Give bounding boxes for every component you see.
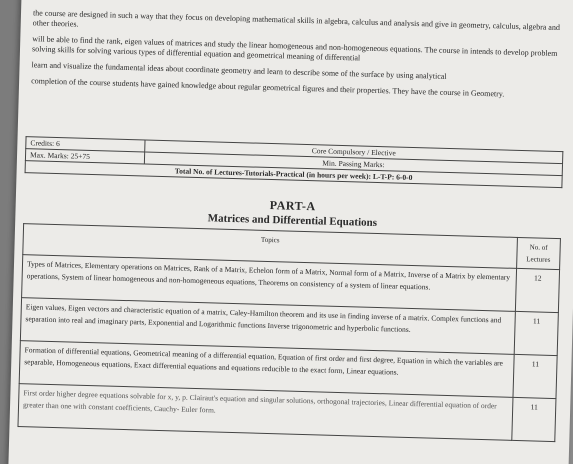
objective-paragraph: the course are designed in such a way that they focus on developing mathematical skills in algebra, calculus and analysis and give in geometry, calculus, algebra and other theories. (32, 8, 561, 33)
course-info-table (25, 136, 564, 188)
topics-table (17, 223, 560, 442)
lecture-count: 11 (512, 397, 556, 441)
lectures-total-cell: Total No. of Lectures-Tutorials-Practical (in hours per week): L-T-P: 6-0-0 (25, 161, 562, 188)
marks-cell: Max. Marks: 25+75 (25, 149, 144, 164)
passing-marks-cell: Min. Passing Marks: (144, 152, 562, 176)
lectures-header: No. of Lectures (517, 237, 561, 269)
objective-paragraph: will be able to find the rank, eigen values of matrices and study the linear homogeneous and non-homogeneous equations. The course in intends to develop problem solving skills for solving various types of differential equation and geometrical meaning of differential (31, 34, 558, 63)
objective-paragraph: completion of the course students have gained knowledge about regular geometrical figures and their properties. They have the course in Geometry. (31, 76, 505, 99)
topic-text: First order higher degree equations solvable for x, y, p. Clairaut's equation and singular solutions, orthogonal trajectories, Linear differential equation of order greater than one with constant coefficients, Cauchy- Euler form. (18, 384, 513, 441)
topic-text: Types of Matrices, Elementary operations on Matrices, Rank of a Matrix, Echelon form of a Matrix, Normal form of a Matrix, Inverse of a Matrix by elementary operations, System of linear homogeneous and non-homogeneous equations, Theorems on consistency of a system of linear equations. (22, 255, 517, 312)
part-subtitle: Matrices and Differential Equations (207, 212, 378, 230)
lecture-count: 12 (515, 268, 559, 312)
syllabus-page (7, 0, 573, 464)
topics-header: Topics (23, 224, 518, 269)
objective-paragraph: learn and visualize the fundamental ideas about coordinate geometry and learn to describe some of the surface by using analytical (31, 60, 447, 81)
course-type-cell: Core Compulsory / Elective (145, 140, 563, 164)
topic-text: Formation of differential equations, Geometrical meaning of a differential equation, Equation of first order and first degree, Equation in which the variables are separable, Homogeneous equations, Exact differential equations and equations reducible to the exact form, Linear equations. (19, 341, 514, 398)
part-title: PART-A (269, 198, 316, 214)
credits-cell: Credits: 6 (26, 137, 145, 152)
course-objectives (31, 8, 569, 107)
lecture-count: 11 (513, 354, 557, 398)
topic-text: Eigen values, Eigen vectors and characteristic equation of a matrix, Caley-Hamilton theorem and its use in finding inverse of a matrix. Complex functions and separation into real and imaginary parts, Exponential and Logarithmic functions Inverse trigonometric and hyperbolic functions. (20, 298, 515, 355)
lecture-count: 11 (514, 311, 558, 355)
